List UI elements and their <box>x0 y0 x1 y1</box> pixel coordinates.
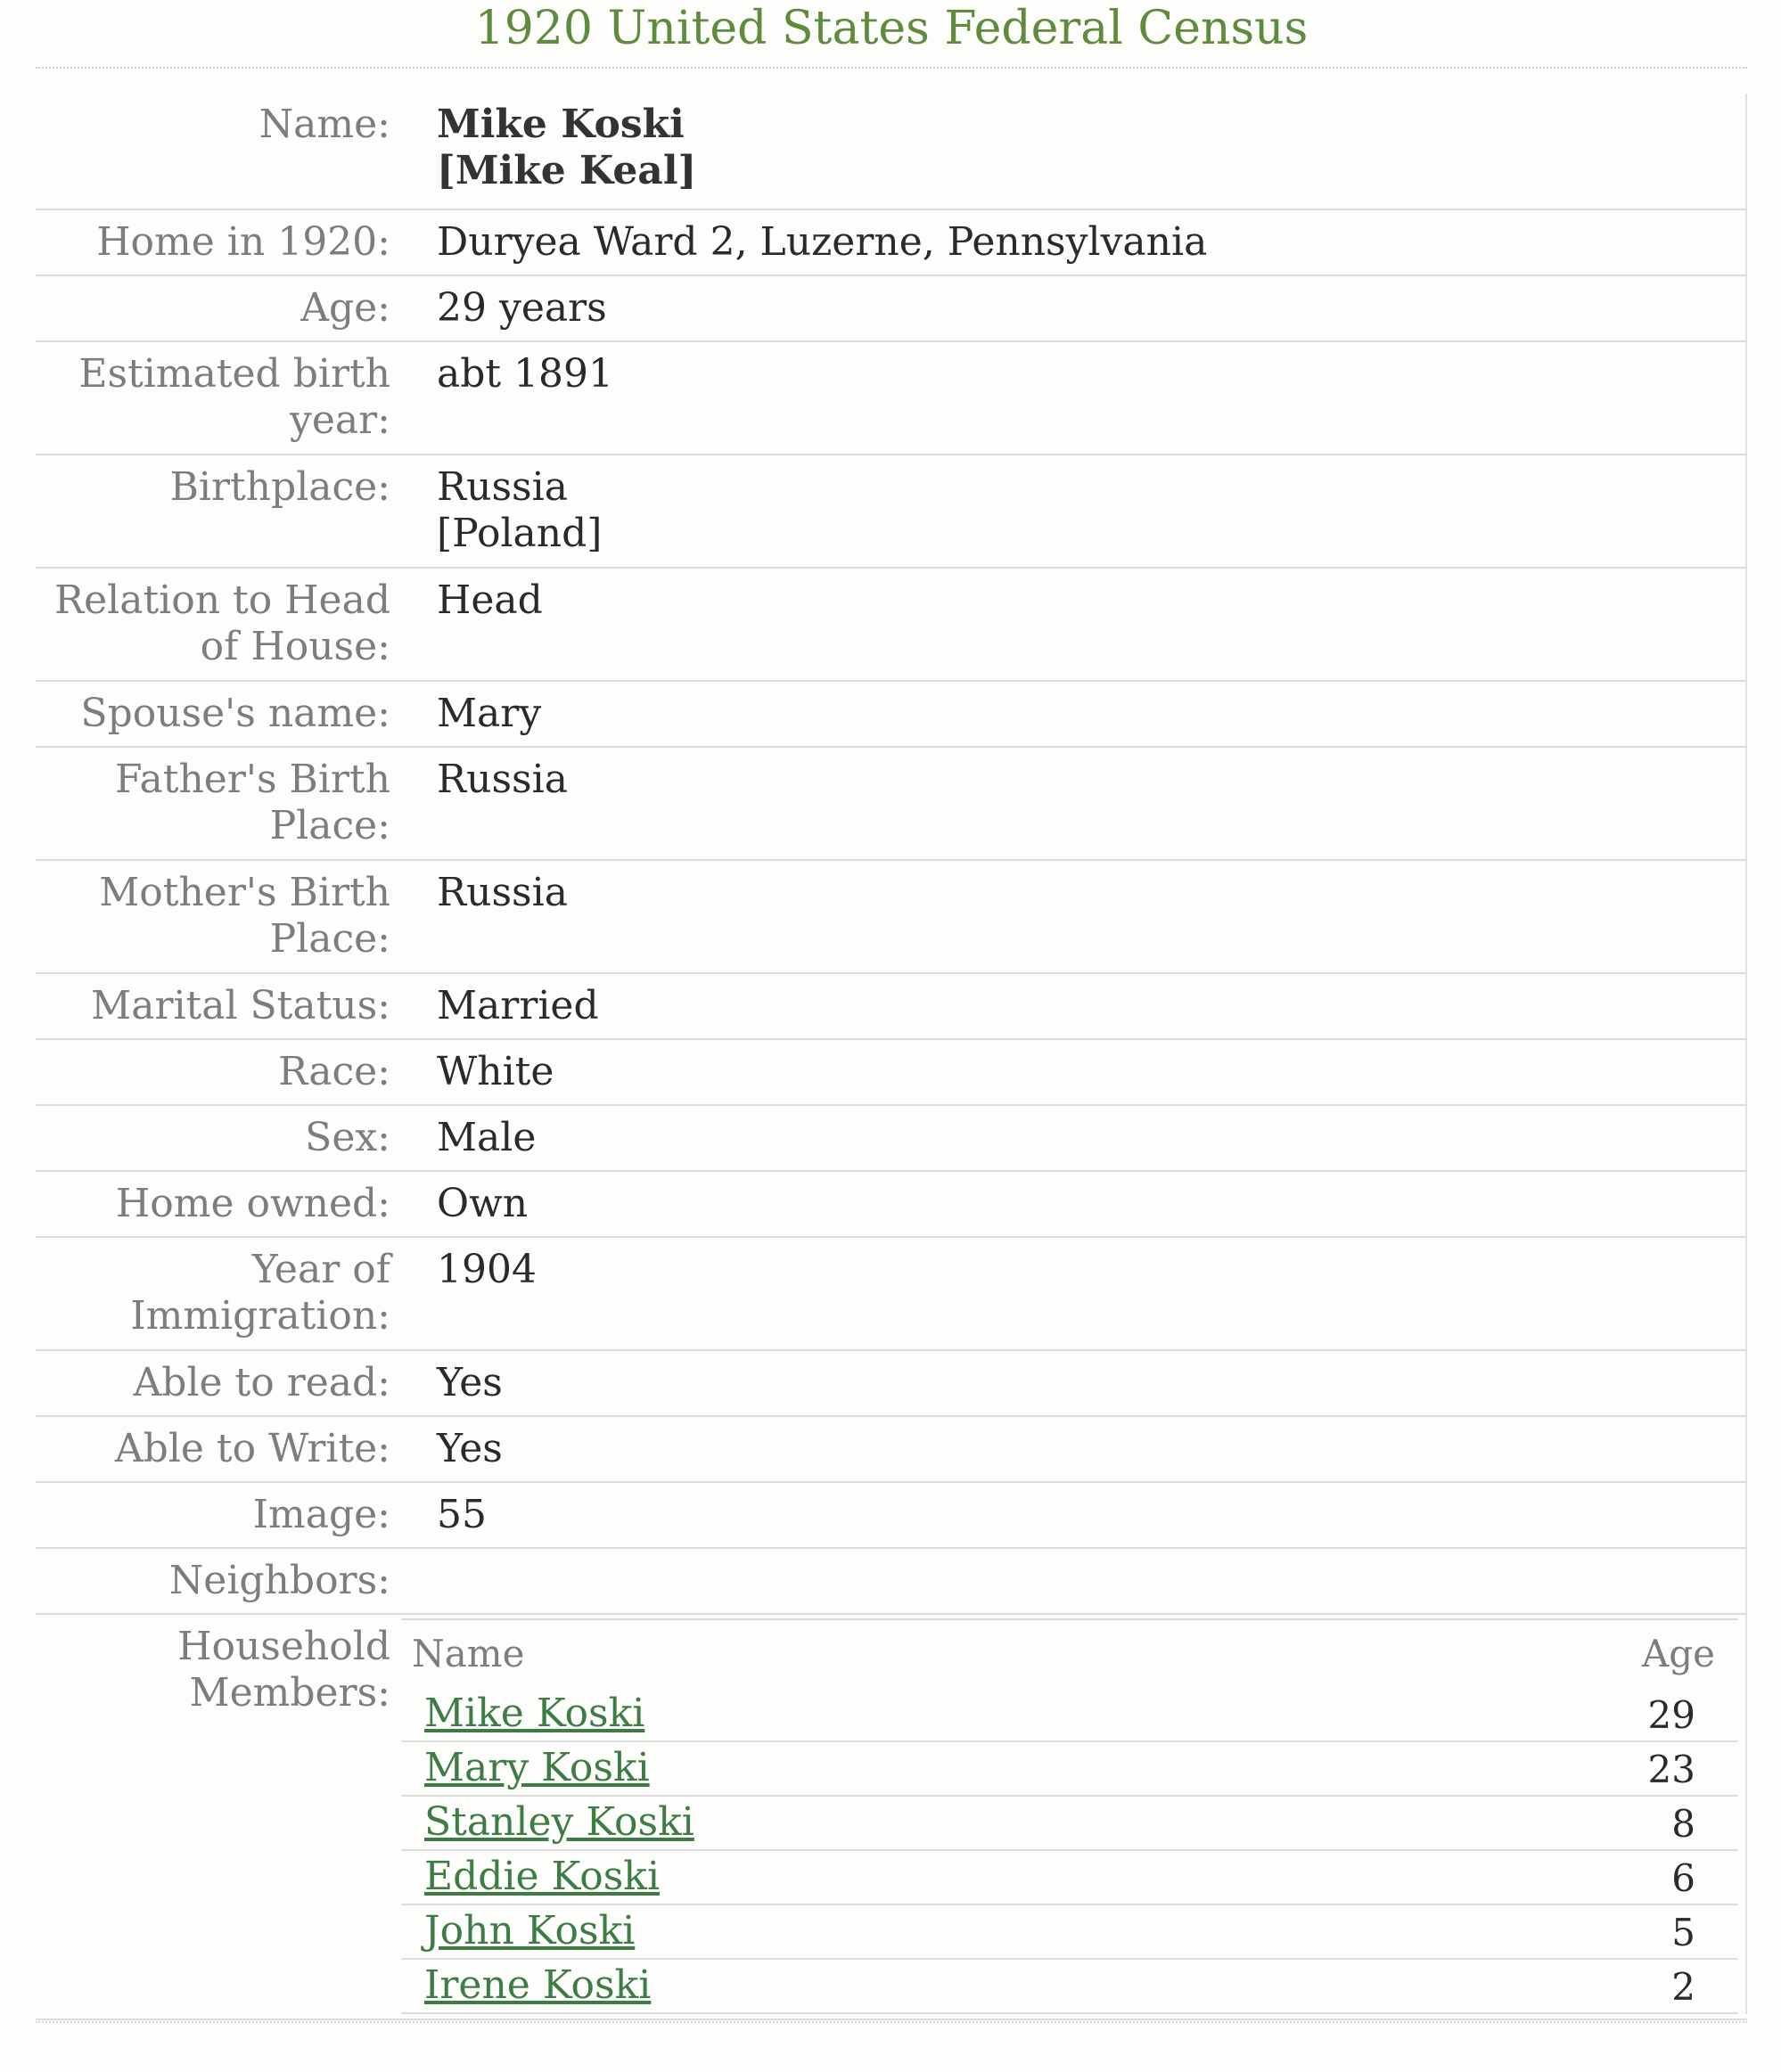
field-label-father-birthplace <box>36 757 390 849</box>
field-label-neighbors: Neighbors: <box>168 1558 390 1603</box>
household-col-age: Age <box>1641 1632 1715 1675</box>
household-member-row <box>401 1905 1738 1960</box>
field-value-birth-year: abt 1891 <box>437 351 614 397</box>
field-value-spouse: Mary <box>437 691 542 736</box>
field-row-name <box>36 93 1747 210</box>
field-row-birthplace <box>36 455 1747 569</box>
field-label-home: Home in 1920: <box>96 219 390 265</box>
field-row-spouse <box>36 682 1747 748</box>
field-row-immigration <box>36 1238 1747 1351</box>
immigration-label-line1: Year of <box>251 1247 390 1292</box>
name-alternate: [Mike Keal] <box>437 148 697 193</box>
field-label-age: Age: <box>300 285 390 331</box>
field-value-sex: Male <box>437 1115 537 1160</box>
field-label-home-owned: Home owned: <box>115 1181 390 1226</box>
field-value-father-birthplace: Russia <box>437 757 568 802</box>
field-value-relation: Head <box>437 577 543 623</box>
mother-birthplace-label-line1: Mother's Birth <box>99 870 390 915</box>
relation-label-line2: of House: <box>200 624 390 669</box>
field-label-birth-year <box>36 351 390 444</box>
field-row-race <box>36 1040 1747 1106</box>
household-table-header <box>401 1618 1738 1688</box>
field-label-image: Image: <box>252 1492 390 1537</box>
household-members-table <box>401 1618 1738 2014</box>
household-member-age: 8 <box>1671 1802 1695 1846</box>
field-label-immigration <box>36 1247 390 1339</box>
household-member-link[interactable]: Mike Koski <box>424 1691 645 1736</box>
field-row-household <box>36 1615 1747 2020</box>
field-row-neighbors <box>36 1549 1747 1615</box>
field-value-race: White <box>437 1049 554 1094</box>
field-row-read <box>36 1351 1747 1417</box>
birth-year-label-line1: Estimated birth <box>78 351 390 397</box>
field-row-home-owned <box>36 1172 1747 1238</box>
field-row-birth-year <box>36 342 1747 455</box>
household-member-age: 23 <box>1647 1748 1695 1791</box>
record-fields <box>36 93 1747 2020</box>
household-member-link[interactable]: Irene Koski <box>424 1962 652 2008</box>
field-value-name <box>437 102 1720 194</box>
relation-label-line1: Relation to Head <box>53 577 390 623</box>
field-value-write: Yes <box>437 1426 503 1471</box>
household-member-link[interactable]: Mary Koski <box>424 1745 650 1790</box>
field-value-read: Yes <box>437 1360 503 1405</box>
field-row-image <box>36 1483 1747 1549</box>
field-label-household <box>36 1624 390 1716</box>
birthplace-primary: Russia <box>437 464 568 510</box>
household-member-age: 6 <box>1671 1856 1695 1900</box>
household-member-row <box>401 1851 1738 1905</box>
field-label-write: Able to Write: <box>114 1426 390 1471</box>
bottom-divider <box>36 2021 1747 2023</box>
field-row-father-birthplace <box>36 748 1747 861</box>
field-label-marital-status: Marital Status: <box>91 983 390 1028</box>
household-label-line2: Members: <box>189 1670 390 1716</box>
household-col-name: Name <box>412 1632 525 1675</box>
field-label-race: Race: <box>278 1049 390 1094</box>
household-member-row <box>401 1960 1738 2014</box>
field-value-birthplace <box>437 464 1720 557</box>
field-row-home <box>36 210 1747 276</box>
field-value-image: 55 <box>437 1492 487 1537</box>
field-value-mother-birthplace: Russia <box>437 870 568 915</box>
immigration-label-line2: Immigration: <box>130 1293 390 1339</box>
field-label-mother-birthplace <box>36 870 390 962</box>
field-value-home-owned: Own <box>437 1181 529 1226</box>
birth-year-label-line2: year: <box>290 397 390 443</box>
field-row-marital-status <box>36 974 1747 1040</box>
field-label-sex: Sex: <box>305 1115 390 1160</box>
household-member-age: 29 <box>1647 1693 1695 1737</box>
household-member-link[interactable]: Eddie Koski <box>424 1854 661 1899</box>
household-member-row <box>401 1797 1738 1851</box>
birthplace-alternate: [Poland] <box>437 511 603 556</box>
field-value-home: Duryea Ward 2, Luzerne, Pennsylvania <box>437 219 1208 265</box>
field-label-spouse: Spouse's name: <box>80 691 390 736</box>
field-row-sex <box>36 1106 1747 1172</box>
field-label-birthplace: Birthplace: <box>169 464 390 510</box>
field-value-age: 29 years <box>437 285 607 331</box>
household-member-link[interactable]: John Koski <box>424 1908 636 1953</box>
field-row-age <box>36 276 1747 342</box>
household-member-row <box>401 1742 1738 1797</box>
father-birthplace-label-line2: Place: <box>269 803 390 848</box>
name-primary: Mike Koski <box>437 102 685 147</box>
page-title: 1920 United States Federal Census <box>474 2 1309 55</box>
household-member-link[interactable]: Stanley Koski <box>424 1799 694 1845</box>
field-label-name: Name: <box>259 102 390 147</box>
father-birthplace-label-line1: Father's Birth <box>115 757 390 802</box>
household-member-age: 2 <box>1671 1965 1695 2009</box>
field-row-write <box>36 1417 1747 1483</box>
household-label-line1: Household <box>177 1624 390 1669</box>
field-row-relation <box>36 569 1747 682</box>
field-label-read: Able to read: <box>133 1360 390 1405</box>
field-value-immigration: 1904 <box>437 1247 537 1292</box>
title-divider <box>36 67 1747 69</box>
field-label-relation <box>36 577 390 670</box>
mother-birthplace-label-line2: Place: <box>269 916 390 962</box>
household-member-age: 5 <box>1671 1911 1695 1954</box>
field-row-mother-birthplace <box>36 861 1747 974</box>
field-value-marital-status: Married <box>437 983 599 1028</box>
household-member-row <box>401 1688 1738 1742</box>
